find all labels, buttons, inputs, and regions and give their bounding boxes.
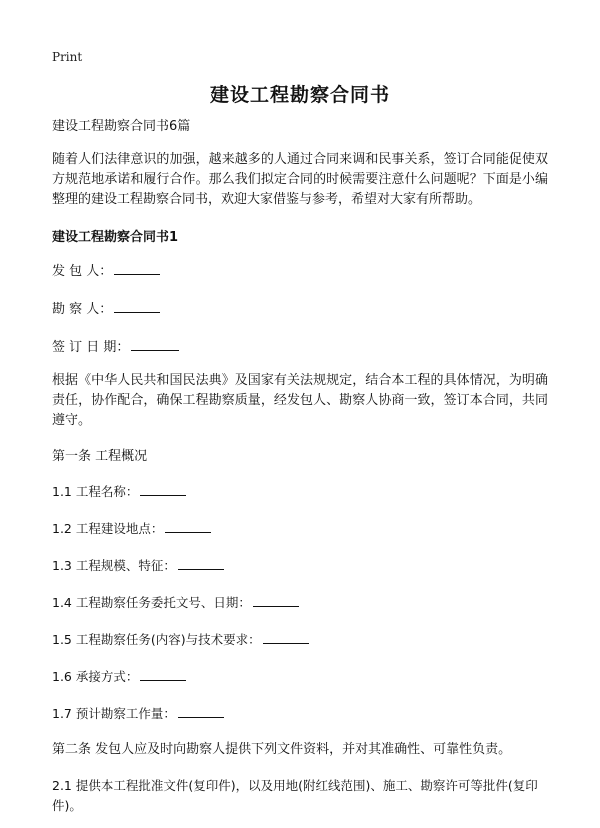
section-heading: 建设工程勘察合同书1 <box>52 230 179 245</box>
document-title: 建设工程勘察合同书 <box>209 84 390 106</box>
clause-item-1-7 <box>52 703 548 724</box>
clause-2-heading: 第二条 发包人应及时向勘察人提供下列文件资料，并对其准确性、可靠性负责。 <box>52 742 512 757</box>
clause-item-1-2 <box>52 518 548 539</box>
clause-item-1-4 <box>52 592 548 613</box>
clause-item-blank <box>178 555 224 570</box>
clause-item-1-6 <box>52 666 548 687</box>
party-surveyor-field <box>52 298 548 320</box>
clause-item-label: 1.3 工程规模、特征： <box>52 558 176 573</box>
clause-item-blank <box>140 666 186 681</box>
party-employer-field <box>52 260 548 282</box>
clause-item-blank <box>165 518 211 533</box>
sign-date-field <box>52 336 548 358</box>
clause-item-label: 1.6 承接方式： <box>52 669 139 684</box>
clause-item-label: 1.7 预计勘察工作量： <box>52 706 176 721</box>
clause-item-blank <box>178 703 224 718</box>
document-subtitle: 建设工程勘察合同书6篇 <box>52 119 191 134</box>
clause-item-blank <box>140 481 186 496</box>
clause-item-2-1: 2.1 提供本工程批准文件(复印件)，以及用地(附红线范围)、施工、勘察许可等批件(复印件)。 <box>52 778 538 813</box>
party-surveyor-label: 勘 察 人： <box>52 302 113 317</box>
print-link[interactable]: Print <box>52 50 83 64</box>
clause-item-1-5 <box>52 629 548 650</box>
clause-item-1-1 <box>52 481 548 502</box>
clause-item-blank <box>263 629 309 644</box>
party-employer-blank <box>114 260 160 275</box>
preamble-paragraph: 根据《中华人民共和国民法典》及国家有关法规规定，结合本工程的具体情况，为明确责任，协作配合，确保工程勘察质量，经发包人、勘察人协商一致，签订本合同，共同遵守。 <box>52 373 548 428</box>
sign-date-label: 签 订 日 期： <box>52 340 130 355</box>
clause-item-label: 1.5 工程勘察任务(内容)与技术要求： <box>52 632 261 647</box>
clause-item-blank <box>253 592 299 607</box>
intro-paragraph: 随着人们法律意识的加强，越来越多的人通过合同来调和民事关系，签订合同能促使双方规范地承诺和履行合作。那么我们拟定合同的时候需要注意什么问题呢？下面是小编整理的建设工程勘察合同书，欢迎大家借鉴与参考，希望对大家有所帮助。 <box>52 152 548 207</box>
clause-item-label: 1.4 工程勘察任务委托文号、日期： <box>52 595 251 610</box>
party-surveyor-blank <box>114 298 160 313</box>
clause-item-label: 1.1 工程名称： <box>52 484 139 499</box>
clause-1-heading: 第一条 工程概况 <box>52 449 148 464</box>
clause-item-label: 1.2 工程建设地点： <box>52 521 164 536</box>
party-employer-label: 发 包 人： <box>52 264 113 279</box>
clause-item-1-3 <box>52 555 548 576</box>
sign-date-blank <box>131 336 179 351</box>
